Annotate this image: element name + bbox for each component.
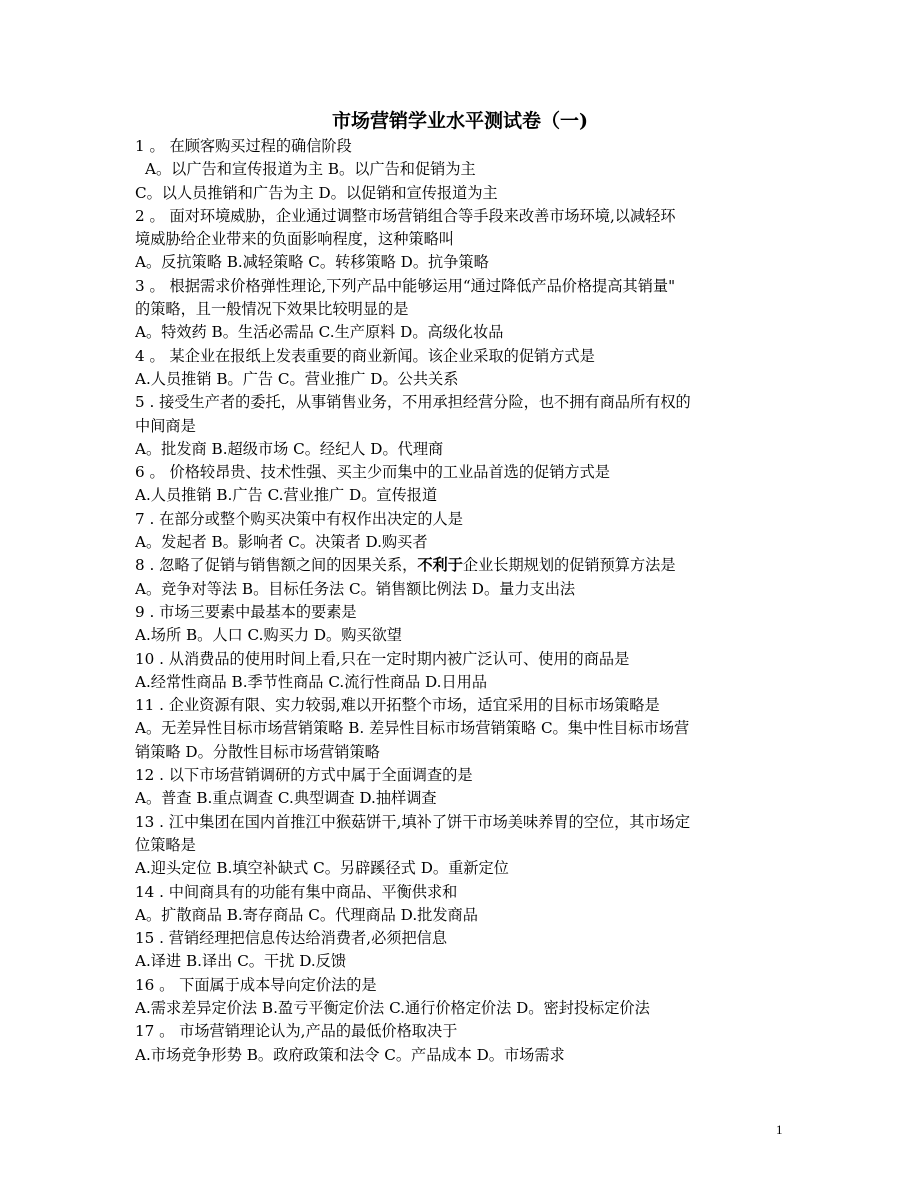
question-10-options: A.经常性商品 B.季节性商品 C.流行性商品 D.日用品	[135, 672, 488, 691]
question-15-options: A.译进 B.译出 C。干扰 D.反馈	[135, 952, 347, 971]
question-3-stem-cont: 的策略，且一般情况下效果比较明显的是	[135, 300, 409, 319]
question-9-stem: 9 . 市场三要素中最基本的要素是	[135, 602, 357, 621]
question-5-stem-cont: 中间商是	[135, 416, 196, 435]
page-title: 市场营销学业水平测试卷（一)	[332, 110, 588, 132]
question-16-stem: 16 。 下面属于成本导向定价法的是	[135, 975, 377, 994]
question-4-options: A.人员推销 B。广告 C。营业推广 D。公共关系	[135, 369, 459, 388]
question-12-stem: 12 . 以下市场营销调研的方式中属于全面调查的是	[135, 766, 473, 785]
question-7-stem: 7 . 在部分或整个购买决策中有权作出决定的人是	[135, 509, 463, 528]
question-1-stem: 1 。 在顾客购买过程的确信阶段	[135, 137, 352, 155]
question-6-stem: 6 。 价格较昂贵、技术性强、买主少而集中的工业品首选的促销方式是	[135, 463, 610, 482]
question-3-options: A。特效药 B。生活必需品 C.生产原料 D。高级化妆品	[135, 323, 504, 342]
question-16-options: A.需求差异定价法 B.盈亏平衡定价法 C.通行价格定价法 D。密封投标定价法	[135, 998, 650, 1017]
question-14-options: A。扩散商品 B.寄存商品 C。代理商品 D.批发商品	[135, 905, 478, 924]
question-11-options: A。无差异性目标市场营销策略 B. 差异性目标市场营销策略 C。集中性目标市场营	[135, 719, 690, 738]
question-17-options: A.市场竞争形势 B。政府政策和法令 C。产品成本 D。市场需求	[135, 1045, 565, 1064]
question-8-options: A。竞争对等法 B。目标任务法 C。销售额比例法 D。量力支出法	[135, 579, 576, 598]
question-9-options: A.场所 B。人口 C.购买力 D。购买欲望	[135, 626, 402, 645]
question-14-stem: 14 . 中间商具有的功能有集中商品、平衡供求和	[135, 882, 458, 901]
question-8-stem	[135, 554, 795, 577]
question-1-options-ab: A。以广告和宣传报道为主 B。以广告和促销为主	[145, 160, 476, 179]
question-8-stem-before: 8 . 忽略了促销与销售额之间的因果关系，	[135, 556, 418, 575]
question-12-options: A。普查 B.重点调查 C.典型调查 D.抽样调查	[135, 789, 437, 808]
question-5-stem: 5 . 接受生产者的委托，从事销售业务，不用承担经营分险，也不拥有商品所有权的	[135, 393, 691, 412]
question-6-options: A.人员推销 B.广告 C.营业推广 D。宣传报道	[135, 486, 438, 505]
question-1-options-cd: C。以人员推销和广告为主 D。以促销和宣传报道为主	[135, 183, 498, 202]
question-13-options: A.迎头定位 B.填空补缺式 C。另辟蹊径式 D。重新定位	[135, 859, 509, 878]
question-2-stem-cont: 境威胁给企业带来的负面影响程度，这种策略叫	[135, 230, 454, 249]
question-17-stem: 17 。 市场营销理论认为,产品的最低价格取决于	[135, 1022, 458, 1041]
question-2-stem: 2 。 面对环境威胁，企业通过调整市场营销组合等手段来改善市场环境,以减轻环	[135, 206, 676, 225]
question-3-stem: 3 。 根据需求价格弹性理论,下列产品中能够运用“通过降低产品价格提高其销量"	[135, 276, 676, 295]
question-5-options: A。批发商 B.超级市场 C。经纪人 D。代理商	[135, 439, 444, 458]
question-15-stem: 15 . 营销经理把信息传达给消费者,必须把信息	[135, 929, 448, 948]
question-4-stem: 4 。 某企业在报纸上发表重要的商业新闻。该企业采取的促销方式是	[135, 346, 595, 365]
question-11-stem: 11 . 企业资源有限、实力较弱,难以开拓整个市场，适宜采用的目标市场策略是	[135, 696, 660, 715]
question-8-stem-emphasis: 不利于	[417, 556, 463, 575]
question-10-stem: 10 . 从消费品的使用时间上看,只在一定时期内被广泛认可、使用的商品是	[135, 649, 630, 668]
question-list	[135, 135, 795, 1067]
question-8-stem-after: 企业长期规划的促销预算方法是	[462, 556, 676, 575]
question-11-options-cont: 销策略 D。分散性目标市场营销策略	[135, 742, 380, 761]
question-7-options: A。发起者 B。影响者 C。决策者 D.购买者	[135, 533, 428, 552]
question-2-options: A。反抗策略 B.减轻策略 C。转移策略 D。抗争策略	[135, 253, 489, 272]
question-13-stem-cont: 位策略是	[135, 835, 196, 854]
question-13-stem: 13 . 江中集团在国内首推江中猴菇饼干,填补了饼干市场美味养胃的空位，其市场定	[135, 812, 691, 831]
page-number: 1	[776, 1122, 783, 1137]
